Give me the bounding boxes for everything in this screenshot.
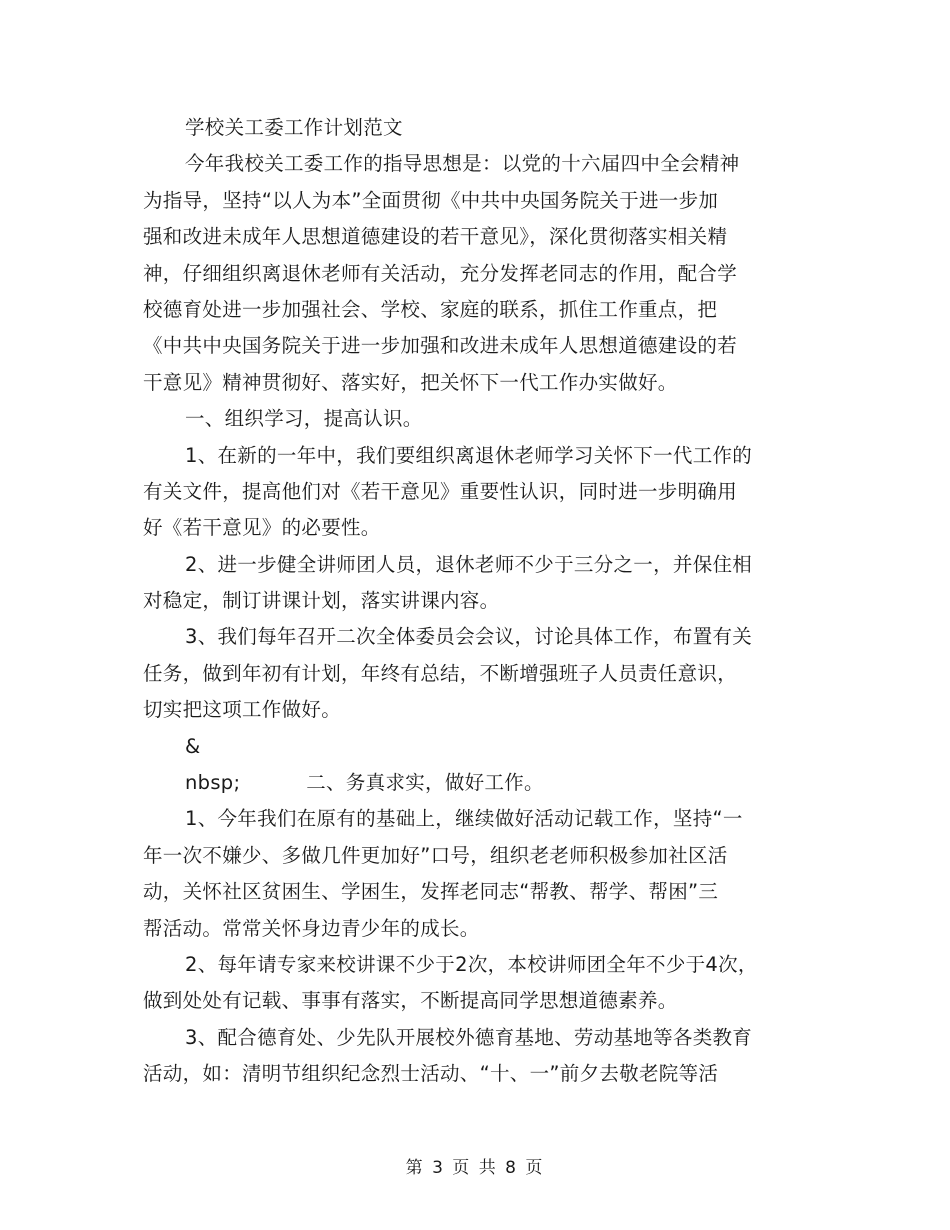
paragraph-line: 帮活动。常常关怀身边青少年的成长。 (143, 916, 480, 940)
paragraph-line: 年一次不嫌少、多做几件更加好”口号，组织老老师积极参加社区活 (143, 843, 728, 867)
paragraph-line: 任务，做到年初有计划，年终有总结，不断增强班子人员责任意识， (143, 661, 738, 685)
paragraph-line: 为指导，坚持“以人为本”全面贯彻《中共中央国务院关于进一步加 (143, 188, 719, 212)
paragraph-line: 干意见》精神贯彻好、落实好，把关怀下一代工作办实做好。 (143, 370, 678, 394)
paragraph-line: 活动，如：清明节组织纪念烈士活动、“十、一”前夕去敬老院等活 (143, 1062, 719, 1086)
paragraph-line: 好《若干意见》的必要性。 (143, 516, 381, 540)
paragraph-line: 1、在新的一年中，我们要组织离退休老师学习关怀下一代工作的 (185, 443, 753, 467)
paragraph-line: 校德育处进一步加强社会、学校、家庭的联系，抓住工作重点，把 (143, 297, 718, 321)
paragraph-line: 2、每年请专家来校讲课不少于2次，本校讲师团全年不少于4次， (185, 952, 758, 976)
paragraph-line: 3、我们每年召开二次全体委员会会议，讨论具体工作，布置有关 (185, 625, 753, 649)
document-title: 学校关工委工作计划范文 (185, 116, 403, 139)
section-heading: nbsp; 二、务真求实，做好工作。 (185, 771, 544, 795)
section-heading: 一、组织学习，提高认识。 (185, 407, 423, 431)
page-number-footer: 第 3 页 共 8 页 (405, 1158, 545, 1178)
paragraph-line: 《中共中央国务院关于进一步加强和改进未成年人思想道德建设的若 (143, 334, 738, 358)
paragraph-line: 强和改进未成年人思想道德建设的若干意见》，深化贯彻落实相关精 (143, 225, 728, 249)
paragraph-line: 动，关怀社区贫困生、学困生，发挥老同志“帮教、帮学、帮困”三 (143, 880, 719, 904)
paragraph-line: & (185, 734, 201, 758)
paragraph-line: 做到处处有记载、事事有落实，不断提高同学思想道德素养。 (143, 989, 678, 1013)
paragraph-line: 切实把这项工作做好。 (143, 698, 342, 722)
paragraph-line: 2、进一步健全讲师团人员，退休老师不少于三分之一，并保住相 (185, 552, 753, 576)
paragraph-line: 神，仔细组织离退休老师有关活动，充分发挥老同志的作用，配合学 (143, 261, 738, 285)
paragraph-line: 今年我校关工委工作的指导思想是：以党的十六届四中全会精神 (185, 152, 740, 176)
paragraph-line: 对稳定，制订讲课计划，落实讲课内容。 (143, 589, 500, 613)
paragraph-line: 3、配合德育处、少先队开展校外德育基地、劳动基地等各类教育 (185, 1025, 753, 1049)
paragraph-line: 有关文件，提高他们对《若干意见》重要性认识，同时进一步明确用 (143, 479, 738, 503)
document-body (143, 110, 813, 1093)
paragraph-line: 1、今年我们在原有的基础上，继续做好活动记载工作，坚持“一 (185, 807, 743, 831)
